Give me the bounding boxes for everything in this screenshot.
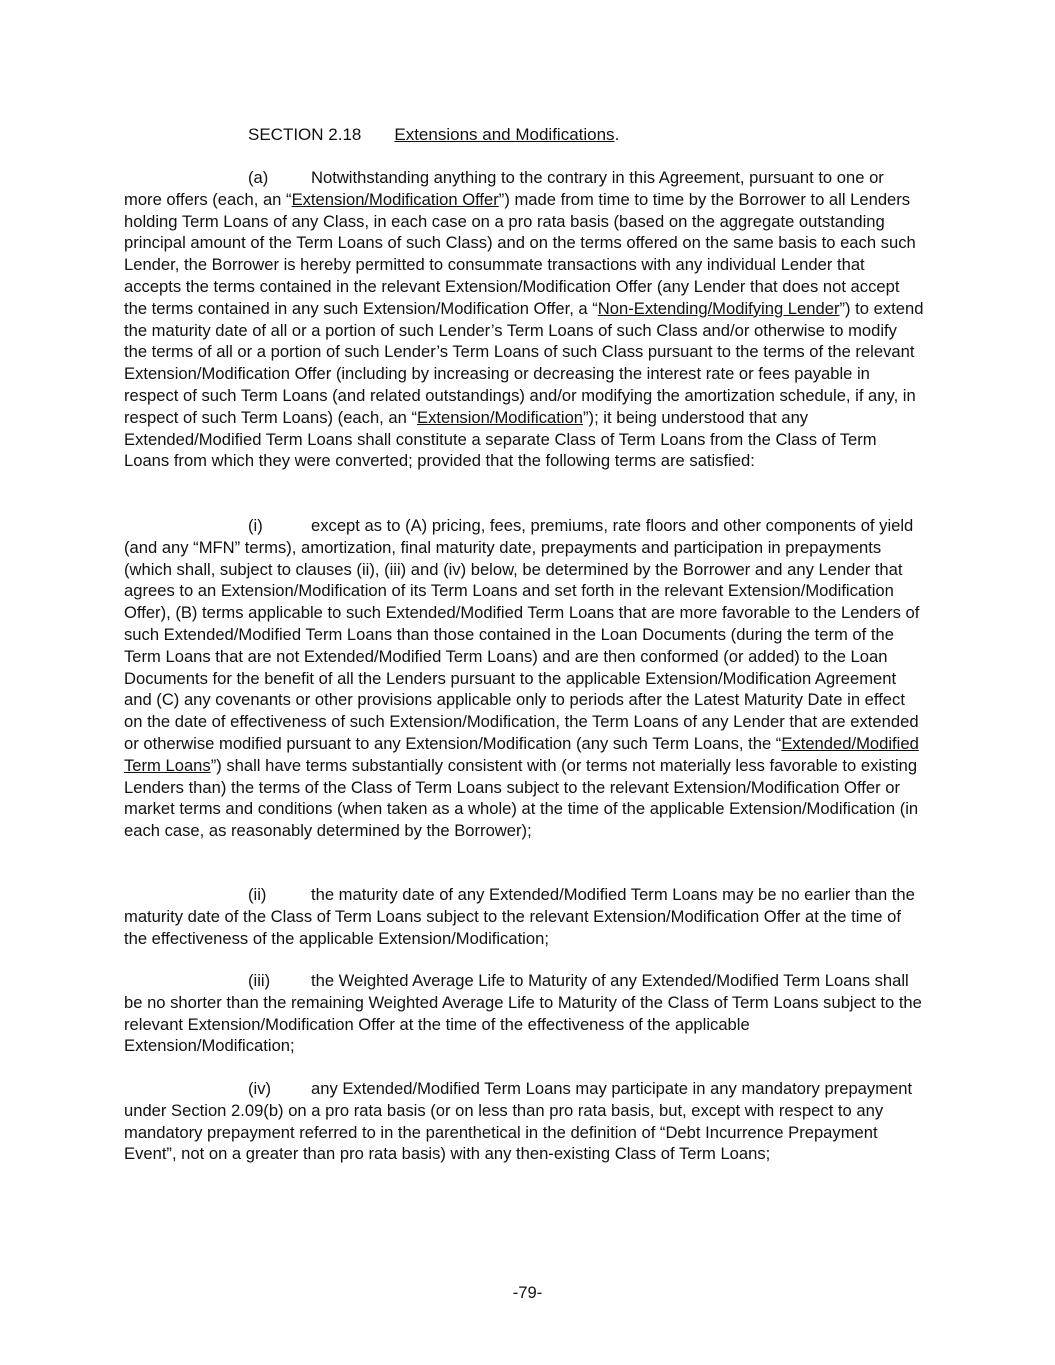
clause-iii-marker: (iii) — [248, 971, 271, 990]
clause-iv — [124, 1078, 924, 1165]
defined-term-non-extending-modifying-lender: Non-Extending/Modifying Lender — [597, 298, 840, 318]
clause-iii — [124, 970, 924, 1057]
paragraph-a-text-4: ”); it being understood that any Extended/Modified Term Loans shall constitute a separate Class of Term Loans from the Class of Term Loans from which they were converted; provided that the following terms are satisfied: — [124, 407, 877, 471]
clause-iii-text: the Weighted Average Life to Maturity of any Extended/Modified Term Loans shall be no shorter than the remaining Weighted Average Life to Maturity of the Class of Term Loans subject to the relevant Extension/Modification Offer at the time of the effectiveness of the applicable Extension/Modification; — [124, 971, 922, 1056]
paragraph-a-text-3: ”) to extend the maturity date of all or a portion of such Lender’s Term Loans of such Class and/or otherwise to modify the terms of all or a portion of such Lender’s Term Loans of such Class pursuant to the terms of the relevant Extension/Modification Offer (including by increasing or decreasing the interest rate or fees payable in respect of such Term Loans (and related outstandings) and/or modifying the amortization schedule, if any, in respect of such Term Loans) (each, an “ — [124, 298, 924, 427]
clause-ii-marker: (ii) — [248, 885, 267, 904]
defined-term-extension-modification-offer: Extension/Modification Offer — [291, 189, 499, 209]
page-number: -79- — [512, 1283, 543, 1302]
section-title: Extensions and Modifications — [394, 125, 615, 144]
clause-ii — [124, 884, 924, 949]
clause-i-text-2: ”) shall have terms substantially consistent with (or terms not materially less favorable to existing Lenders than) the terms of the Class of Term Loans subject to the relevant Extension/Modification Offer or market terms and conditions (when taken as a whole) at the time of the applicable Extension/Modification (in each case, as reasonably determined by the Borrower); — [124, 755, 919, 841]
section-title-period: . — [614, 125, 620, 144]
clause-i-text-1: except as to (A) pricing, fees, premiums, rate floors and other components of yield (and any “MFN” terms), amortization, final maturity date, prepayments and participation in prepayments (which shall, subject to clauses (ii), (iii) and (iv) below, be determined by the Borrower and any Lender that agrees to an Extension/Modification of its Term Loans and set forth in the relevant Extension/Modification Offer), (B) terms applicable to such Extended/Modified Term Loans that are more favorable to the Lenders of such Extended/Modified Term Loans than those contained in the Loan Documents (during the term of the Term Loans that are not Extended/Modified Term Loans) and are then conformed (or added) to the Loan Documents for the benefit of all the Lenders pursuant to the applicable Extension/Modification Agreement and (C) any covenants or other provisions applicable only to periods after the Latest Maturity Date in effect on the date of effectiveness of such Extension/Modification, the Term Loans of any Lender that are extended or otherwise modified pursuant to any Extension/Modification (any such Term Loans, the “ — [124, 516, 920, 753]
paragraph-a-text-2: ”) made from time to time by the Borrower to all Lenders holding Term Loans of any Class, in each case on a pro rata basis (based on the aggregate outstanding principal amount of the Term Loans of such Class) and on the terms offered on the same basis to each such Lender, the Borrower is hereby permitted to consummate transactions with any individual Lender that accepts the terms contained in the relevant Extension/Modification Offer (any Lender that does not accept the terms contained in any such Extension/Modification Offer, a “ — [124, 189, 916, 318]
clause-iv-marker: (iv) — [248, 1079, 272, 1098]
section-heading — [248, 124, 619, 146]
clause-iv-text: any Extended/Modified Term Loans may participate in any mandatory prepayment under Section 2.09(b) on a pro rata basis (or on less than pro rata basis, but, except with respect to any mandatory prepayment referred to in the parenthetical in the definition of “Debt Incurrence Prepayment Event”, not on a greater than pro rata basis) with any then-existing Class of Term Loans; — [124, 1079, 913, 1164]
defined-term-extension-modification: Extension/Modification — [417, 407, 584, 427]
paragraph-a-text-1: Notwithstanding anything to the contrary in this Agreement, pursuant to one or more offers (each, an “ — [124, 168, 884, 209]
defined-term-extended-modified-term-loans: Extended/Modified Term Loans — [124, 733, 919, 775]
paragraph-a-marker: (a) — [248, 168, 269, 187]
clause-i-marker: (i) — [248, 516, 263, 535]
paragraph-a — [124, 167, 924, 472]
clause-ii-text: the maturity date of any Extended/Modified Term Loans may be no earlier than the maturity date of the Class of Term Loans subject to the relevant Extension/Modification Offer at the time of the effectiveness of the applicable Extension/Modification; — [124, 885, 915, 948]
section-number: SECTION 2.18 — [248, 125, 362, 144]
clause-i — [124, 515, 924, 842]
